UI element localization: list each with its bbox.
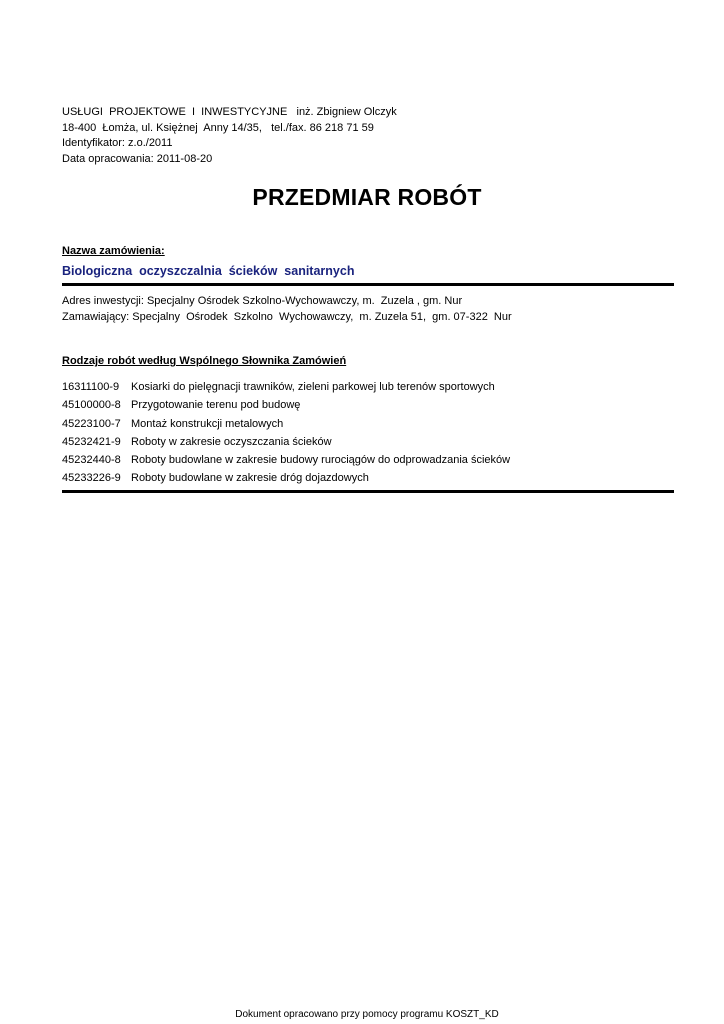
- preparation-date-line: Data opracowania: 2011-08-20: [62, 152, 213, 165]
- list-item: [62, 396, 510, 414]
- identifier-line: Identyfikator: z.o./2011: [62, 137, 173, 149]
- divider-bottom: [62, 490, 674, 493]
- list-item: [62, 469, 510, 487]
- cpv-description: Przygotowanie terenu pod budowę: [131, 399, 301, 412]
- order-name: Biologiczna oczyszczalnia ścieków sanitarnych: [62, 264, 355, 278]
- cpv-code: 45233226-9: [62, 472, 121, 485]
- cpv-code: 16311100-9: [62, 381, 120, 393]
- divider-top: [62, 283, 674, 286]
- document-title: PRZEDMIAR ROBÓT: [252, 184, 482, 210]
- works-types-label: Rodzaje robót według Wspólnego Słownika Zamówień: [62, 355, 347, 367]
- works-list: [62, 378, 510, 488]
- investment-info: [62, 293, 512, 325]
- list-item: [62, 433, 510, 451]
- cpv-description: Montaż konstrukcji metalowych: [131, 417, 284, 430]
- company-name-line: USŁUGI PROJEKTOWE I INWESTYCYJNE inż. Zbigniew Olczyk: [62, 106, 397, 118]
- cpv-code: 45232421-9: [62, 435, 121, 448]
- investment-address: Adres inwestycji: Specjalny Ośrodek Szkolno-Wychowawczy, m. Zuzela , gm. Nur: [62, 295, 463, 307]
- cpv-description: Roboty w zakresie oczyszczania ścieków: [131, 435, 332, 448]
- cpv-description: Roboty budowlane w zakresie dróg dojazdowych: [131, 472, 369, 485]
- order-name-label: Nazwa zamówienia:: [62, 245, 165, 257]
- cpv-description: Roboty budowlane w zakresie budowy rurociągów do odprowadzania ścieków: [131, 454, 511, 467]
- footer-note: Dokument opracowano przy pomocy programu KOSZT_KD: [235, 1009, 499, 1020]
- cpv-code: 45100000-8: [62, 399, 121, 412]
- company-address-line: 18-400 Łomża, ul. Księżnej Anny 14/35, tel./fax. 86 218 71 59: [62, 121, 374, 134]
- cpv-description: Kosiarki do pielęgnacji trawników, zieleni parkowej lub terenów sportowych: [131, 381, 495, 393]
- list-item: [62, 451, 510, 469]
- list-item: [62, 378, 510, 396]
- company-header: [62, 105, 397, 167]
- cpv-code: 45223100-7: [62, 417, 121, 430]
- list-item: [62, 415, 510, 433]
- cpv-code: 45232440-8: [62, 454, 121, 467]
- investment-client: Zamawiający: Specjalny Ośrodek Szkolno Wychowawczy, m. Zuzela 51, gm. 07-322 Nur: [62, 311, 512, 323]
